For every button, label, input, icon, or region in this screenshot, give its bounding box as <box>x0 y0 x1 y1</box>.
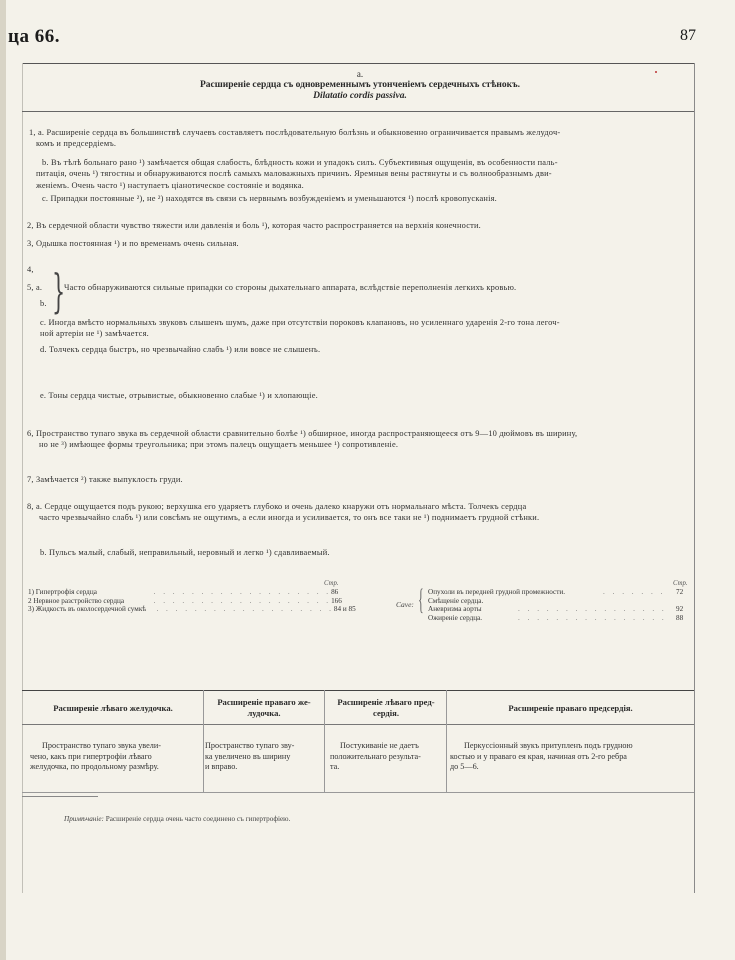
paragraph-7 <box>27 474 687 485</box>
brace-label-b: b. <box>40 299 47 308</box>
paragraph-5d <box>40 344 680 355</box>
text-line: Перкуссіонный звукъ притупленъ подъ грудною <box>464 741 633 750</box>
ref-label: Аневризма аорты <box>428 605 482 614</box>
text-line: женіемъ. Очень часто ¹) наступаетъ ціанотическое состояніе и водянка. <box>36 180 304 190</box>
brace-label-4: 4, <box>27 265 34 274</box>
text-line: чено, какъ при гипертрофіи лѣваго <box>30 751 152 761</box>
cave-label: Cave: <box>396 600 414 609</box>
text-line: костью и у праваго ея края, начиная отъ 2-го ребра <box>450 751 627 761</box>
ref-page: 166 <box>331 596 342 605</box>
leader-dots: . . . . . . . <box>603 588 666 596</box>
text-line: комъ и предсердіемъ. <box>36 139 117 149</box>
page-edge-shadow <box>0 0 6 960</box>
paragraph-2 <box>27 220 687 231</box>
note-rule <box>22 796 98 797</box>
ref-page: 72 <box>676 588 684 596</box>
text-line: та. <box>330 762 340 772</box>
paragraph-1c <box>42 193 682 204</box>
text-line: но не ³) имѣющее формы треугольника; при этомъ палецъ ощущаетъ меньшее ¹) сопротивленіе. <box>39 440 399 450</box>
text-line: 1, a. Расширеніе сердца въ большинствѣ случаевъ составляетъ послѣдовательную болѣзнь и обыкновенно ограничивается правымъ желудоч- <box>29 128 561 137</box>
ref-row <box>28 605 358 614</box>
footnote <box>64 815 290 823</box>
right-rule <box>694 63 695 893</box>
text-line: e. Тоны сердца чистые, отрывистые, обыкновенно слабые ¹) и хлопающіе. <box>40 391 318 400</box>
refs-page-heading-right: Стр. <box>673 580 688 587</box>
ref-label: 3) Жидкость въ околосердечной сумкѣ <box>28 605 147 614</box>
text-line: часто чрезвычайно слабъ ¹) или совсѣмъ не ощутимъ, а если иногда и усиливается, то онъ все таки не ¹) поднимаетъ грудной стѣнки. <box>39 513 540 523</box>
table-top-rule <box>22 690 694 691</box>
paragraph-3 <box>27 238 687 249</box>
ref-page: 84 и 85 <box>333 605 356 614</box>
ref-page: 92 <box>676 605 684 614</box>
text-line: желудочка, по продольному размѣру. <box>30 762 159 772</box>
refs-page-heading-left: Стр. <box>324 580 339 587</box>
paragraph-8a <box>27 501 689 524</box>
table-cell <box>205 741 323 773</box>
ref-label: 1) Гипертрофія сердца <box>28 588 97 596</box>
text-line: положительнаго результа- <box>330 751 421 761</box>
ref-page: 86 <box>331 588 339 596</box>
refs-right <box>428 588 690 622</box>
text-line: Часто обнаруживаются сильные припадки со стороны дыхательнаго аппарата, вслѣдствіе переполненія легкихъ кровью. <box>64 283 517 292</box>
section-title: Расширеніе сердца съ одновременнымъ утонченіемъ сердечныхъ стѣнокъ. <box>199 80 521 90</box>
text-line: Постукиваніе не даетъ <box>340 741 419 750</box>
section-latin-title: Dilatatio cordis passiva. <box>313 91 407 101</box>
paragraph-8b <box>40 547 680 558</box>
section-heading <box>160 69 560 102</box>
text-line: Пространство тупаго звука увели- <box>42 741 161 750</box>
table-cell <box>30 741 202 773</box>
ref-label: 2 Нервное разстройство сердца <box>28 596 125 605</box>
table-header-cell: Расширеніе лѣваго пред-сердія. <box>337 697 435 718</box>
table-header-cell: Расширеніе лѣваго желудочка. <box>53 703 173 713</box>
table-column-divider <box>203 690 204 792</box>
table-header-rule <box>22 724 694 725</box>
text-line: 6, Пространство тупаго звука въ сердечной области сравнительно болѣе ¹) обширное, иногда распространяющееся отъ 9—10 дюймовъ въ ширину, <box>27 429 578 438</box>
paragraph-5e <box>40 390 680 401</box>
ref-label: Опухоли въ передней грудной промежности. <box>428 588 565 596</box>
leader-dots: . . . . . . . . . . . . . . . . . . . <box>153 596 332 605</box>
paragraph-5c <box>40 317 688 340</box>
text-line: 3, Одышка постоянная ¹) и по временамъ очень сильная. <box>27 239 239 248</box>
ink-speck <box>655 71 657 73</box>
text-line: и вправо. <box>205 762 238 772</box>
leader-dots: . . . . . . . . . . . . . . . . <box>518 605 667 614</box>
section-letter: a. <box>356 69 364 79</box>
running-title: ца 66. <box>8 26 60 47</box>
text-line: d. Толчекъ сердца быстръ, но чрезвычайно слабъ ¹) или вовсе не слышенъ. <box>40 345 321 354</box>
brace-label-5a: 5, a. <box>27 283 43 292</box>
ref-page: 88 <box>676 613 684 622</box>
text-line: b. Пульсъ малый, слабый, неправильный, неровный и легко ¹) сдавливаемый. <box>40 548 330 557</box>
table-header-cell: Расширеніе праваго же-лудочка. <box>217 697 311 718</box>
ref-row <box>28 597 358 606</box>
text-line: Пространство тупаго зву- <box>205 741 295 750</box>
ref-row <box>428 597 690 606</box>
table-header-cell: Расширеніе праваго предсердія. <box>508 703 633 713</box>
text-line: b. Въ тѣлѣ больнаго рано ¹) замѣчается общая слабость, блѣдность кожи и упадокъ силъ. Субъективныя ощущенія, въ особенности паль- <box>42 158 558 167</box>
note-label: Примѣчаніе: <box>64 815 104 823</box>
ref-row <box>428 614 690 623</box>
paragraph-6 <box>27 428 687 451</box>
text-line: питація, очень ¹) тягостны и обнаруживаются послѣ самыхъ маловажныхъ причинъ. Яремныя вены растянуты и съ волнообразнымъ дви- <box>36 169 552 179</box>
top-rule <box>22 63 694 64</box>
leader-dots: . . . . . . . . . . . . . . . . . . . <box>156 605 334 614</box>
ref-row <box>28 588 358 597</box>
ref-row <box>428 588 690 597</box>
paragraph-1b <box>36 157 688 191</box>
leader-dots: . . . . . . . . . . . . . . . . <box>518 613 667 622</box>
paragraph-4-5 <box>64 282 684 293</box>
ref-row <box>428 605 690 614</box>
note-text: Расширеніе сердца очень часто соединено съ гипертрофіею. <box>105 815 291 823</box>
table-column-divider <box>446 690 447 792</box>
text-line: до 5—6. <box>450 762 479 772</box>
text-line: 8, a. Сердце ощущается подъ рукою; верхушка его ударяетъ глубоко и очень далеко кнаружи отъ нормальнаго мѣста. Толчекъ сердца <box>27 502 527 511</box>
paragraph-1a <box>29 127 689 150</box>
table-cell <box>330 741 444 773</box>
text-line: ной артеріи не ¹) замѣчается. <box>40 329 149 339</box>
heading-rule <box>22 111 694 112</box>
table-cell <box>450 741 690 773</box>
text-line: 7, Замѣчается ²) также выпуклость груди. <box>27 475 183 484</box>
ref-label: Ожиреніе сердца. <box>428 613 483 622</box>
brace-icon: { <box>418 583 424 616</box>
brace-icon: } <box>52 264 66 318</box>
text-line: ка увеличено въ ширину <box>205 751 291 761</box>
text-line: 2, Въ сердечной области чувство тяжести или давленія и боль ¹), которая часто распространяется на верхнія конечности. <box>27 221 481 230</box>
table-bottom-rule <box>22 792 694 793</box>
text-line: c. Припадки постоянные ²), не ²) находятся въ связи съ нервнымъ возбужденіемъ и уменьшаются ¹) послѣ кровопусканія. <box>42 194 497 203</box>
text-line: c. Иногда вмѣсто нормальныхъ звуковъ слышенъ шумъ, даже при отсутствіи пороковъ клапановъ, но усиленнаго ударенія 2-го тона легоч- <box>40 318 560 327</box>
leader-dots: . . . . . . . . . . . . . . . . . . . <box>153 588 332 596</box>
refs-left <box>28 588 358 614</box>
table-column-divider <box>324 690 325 792</box>
left-rule <box>22 63 23 893</box>
page-number: 87 <box>680 27 696 44</box>
ref-label: Смѣщеніе сердца. <box>428 596 484 605</box>
